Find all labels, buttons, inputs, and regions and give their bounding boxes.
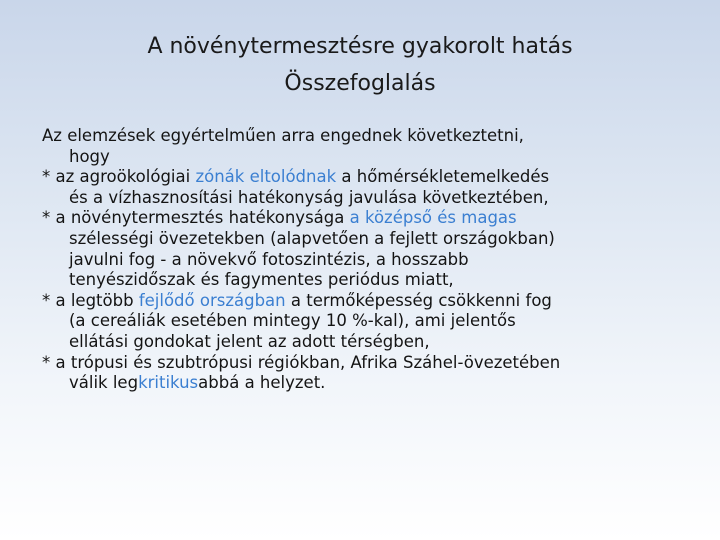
- bullet-2-line-3: javulni fog - a növekvő fotoszintézis, a hosszabb: [69, 249, 469, 269]
- bullet-4-line-1: * a trópusi és szubtrópusi régiókban, Afrika Száhel-övezetében: [42, 352, 561, 372]
- bullet-3-line-1: [42, 291, 692, 312]
- bullet-1-highlight: zónák eltolódnak: [195, 167, 337, 187]
- bullet-3-line-3: ellátási gondokat jelent az adott térségben,: [69, 331, 430, 351]
- slide-body: [42, 126, 692, 394]
- bullet-3-highlight: fejlődő országban: [138, 290, 286, 310]
- bullet-2-text-pre: * a növénytermesztés hatékonysága: [42, 208, 350, 228]
- bullet-2-line-4: tenyészidőszak és fagymentes periódus miatt,: [69, 270, 454, 290]
- bullet-3-line-2: (a cereáliák esetében mintegy 10 %-kal), ami jelentős: [69, 311, 516, 331]
- bullet-2-line-1: [42, 208, 692, 229]
- title-line-1: A növénytermesztésre gyakorolt hatás: [147, 34, 573, 59]
- title-line-2: Összefoglalás: [284, 71, 436, 96]
- slide-title: [0, 28, 720, 102]
- bullet-4-highlight: kritikus: [138, 373, 199, 393]
- intro-line-1: Az elemzések egyértelműen arra engednek következtetni,: [42, 126, 524, 145]
- intro-line-2: hogy: [69, 146, 110, 166]
- bullet-4-line-2: [42, 373, 692, 394]
- bullet-1-line-1: [42, 167, 692, 188]
- bullet-2-line-2: szélességi övezetekben (alapvetően a fejlett országokban): [69, 228, 555, 248]
- bullet-3-text-pre: * a legtöbb: [42, 290, 139, 310]
- bullet-2-highlight: a középső és magas: [349, 208, 517, 228]
- bullet-1-text-post: a hőmérsékletemelkedés: [336, 167, 550, 187]
- bullet-4-text-pre: válik leg: [69, 373, 139, 393]
- bullet-1-line-2: és a vízhasznosítási hatékonyság javulása következtében,: [69, 187, 549, 207]
- bullet-3-text-post: a termőképesség csökkenni fog: [285, 290, 552, 310]
- bullet-1-text-pre: * az agroökológiai: [42, 167, 196, 187]
- bullet-4-text-post: abbá a helyzet.: [198, 373, 326, 393]
